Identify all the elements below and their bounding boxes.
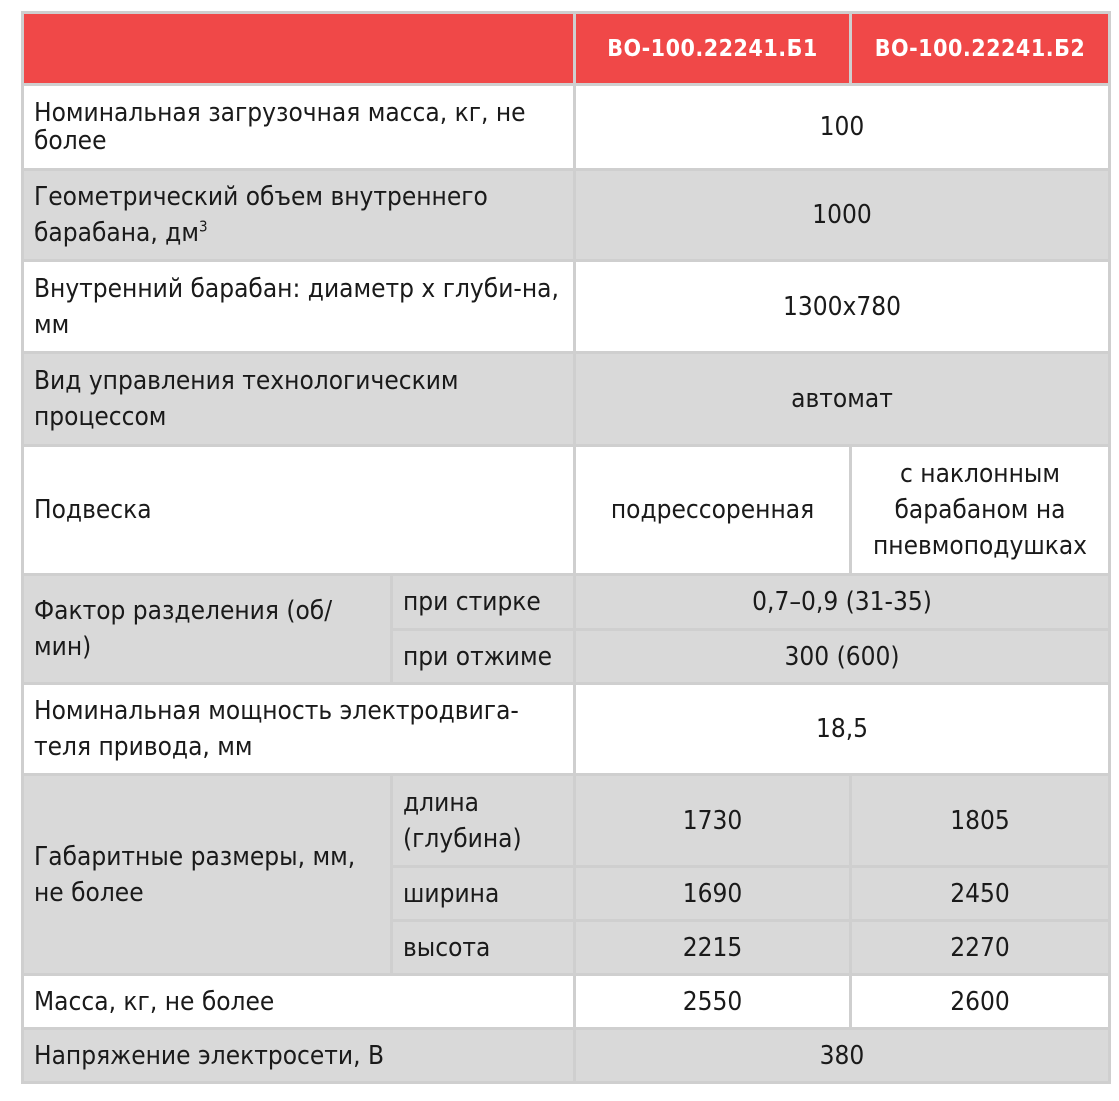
row-value-motor-power: 18,5 [575, 684, 1110, 775]
row-value-height-b1: 2215 [575, 921, 851, 975]
table-row [23, 1029, 1110, 1083]
row-value-load-mass: 100 [575, 85, 1110, 170]
table-row [23, 575, 1110, 630]
row-sublabel-height: высота [392, 921, 575, 975]
row-label-separation: Фактор разделения (об/мин) [23, 575, 392, 684]
row-label-suspension: Подвеска [23, 446, 575, 575]
header-model-b1: ВО-100.22241.Б1 [575, 13, 851, 85]
row-value-length-b2: 1805 [851, 775, 1110, 867]
table-row [23, 170, 1110, 261]
row-sublabel-wash: при стирке [392, 575, 575, 630]
row-value-length-b1: 1730 [575, 775, 851, 867]
row-value-drum-size: 1300х780 [575, 261, 1110, 353]
header-model-b2: ВО-100.22241.Б2 [851, 13, 1110, 85]
table-header-row [23, 13, 1110, 85]
row-sublabel-spin: при отжиме [392, 630, 575, 684]
table-row [23, 446, 1110, 575]
row-sublabel-length: длина (глубина) [392, 775, 575, 867]
drum-volume-unit-sup: 3 [199, 217, 208, 236]
row-label-control: Вид управления технологическим процессом [23, 353, 575, 446]
row-value-height-b2: 2270 [851, 921, 1110, 975]
row-label-load-mass: Номинальная загрузочная масса, кг, не более [23, 85, 575, 170]
table-row [23, 975, 1110, 1029]
drum-volume-label-text: Геометрический объем внутреннего барабана, дм [34, 182, 488, 248]
row-value-width-b1: 1690 [575, 867, 851, 921]
row-value-voltage: 380 [575, 1029, 1110, 1083]
row-label-drum-size: Внутренний барабан: диаметр х глуби-на, мм [23, 261, 575, 353]
row-value-mass-b1: 2550 [575, 975, 851, 1029]
row-sublabel-width: ширина [392, 867, 575, 921]
row-label-mass: Масса, кг, не более [23, 975, 575, 1029]
row-value-width-b2: 2450 [851, 867, 1110, 921]
row-value-drum-volume: 1000 [575, 170, 1110, 261]
row-label-dimensions: Габаритные размеры, мм, не более [23, 775, 392, 975]
row-label-voltage: Напряжение электросети, В [23, 1029, 575, 1083]
row-label-drum-volume [23, 170, 575, 261]
row-value-mass-b2: 2600 [851, 975, 1110, 1029]
table-row [23, 261, 1110, 353]
row-value-wash: 0,7–0,9 (31-35) [575, 575, 1110, 630]
specifications-table [21, 11, 1111, 1084]
row-value-spin: 300 (600) [575, 630, 1110, 684]
table-row [23, 684, 1110, 775]
row-value-suspension-b1: подрессоренная [575, 446, 851, 575]
header-empty-cell [23, 13, 575, 85]
table-row [23, 353, 1110, 446]
row-value-suspension-b2: с наклонным барабаном на пневмоподушках [851, 446, 1110, 575]
table-row [23, 85, 1110, 170]
row-value-control: автомат [575, 353, 1110, 446]
row-label-motor-power: Номинальная мощность электродвига-теля привода, мм [23, 684, 575, 775]
table-row [23, 775, 1110, 867]
